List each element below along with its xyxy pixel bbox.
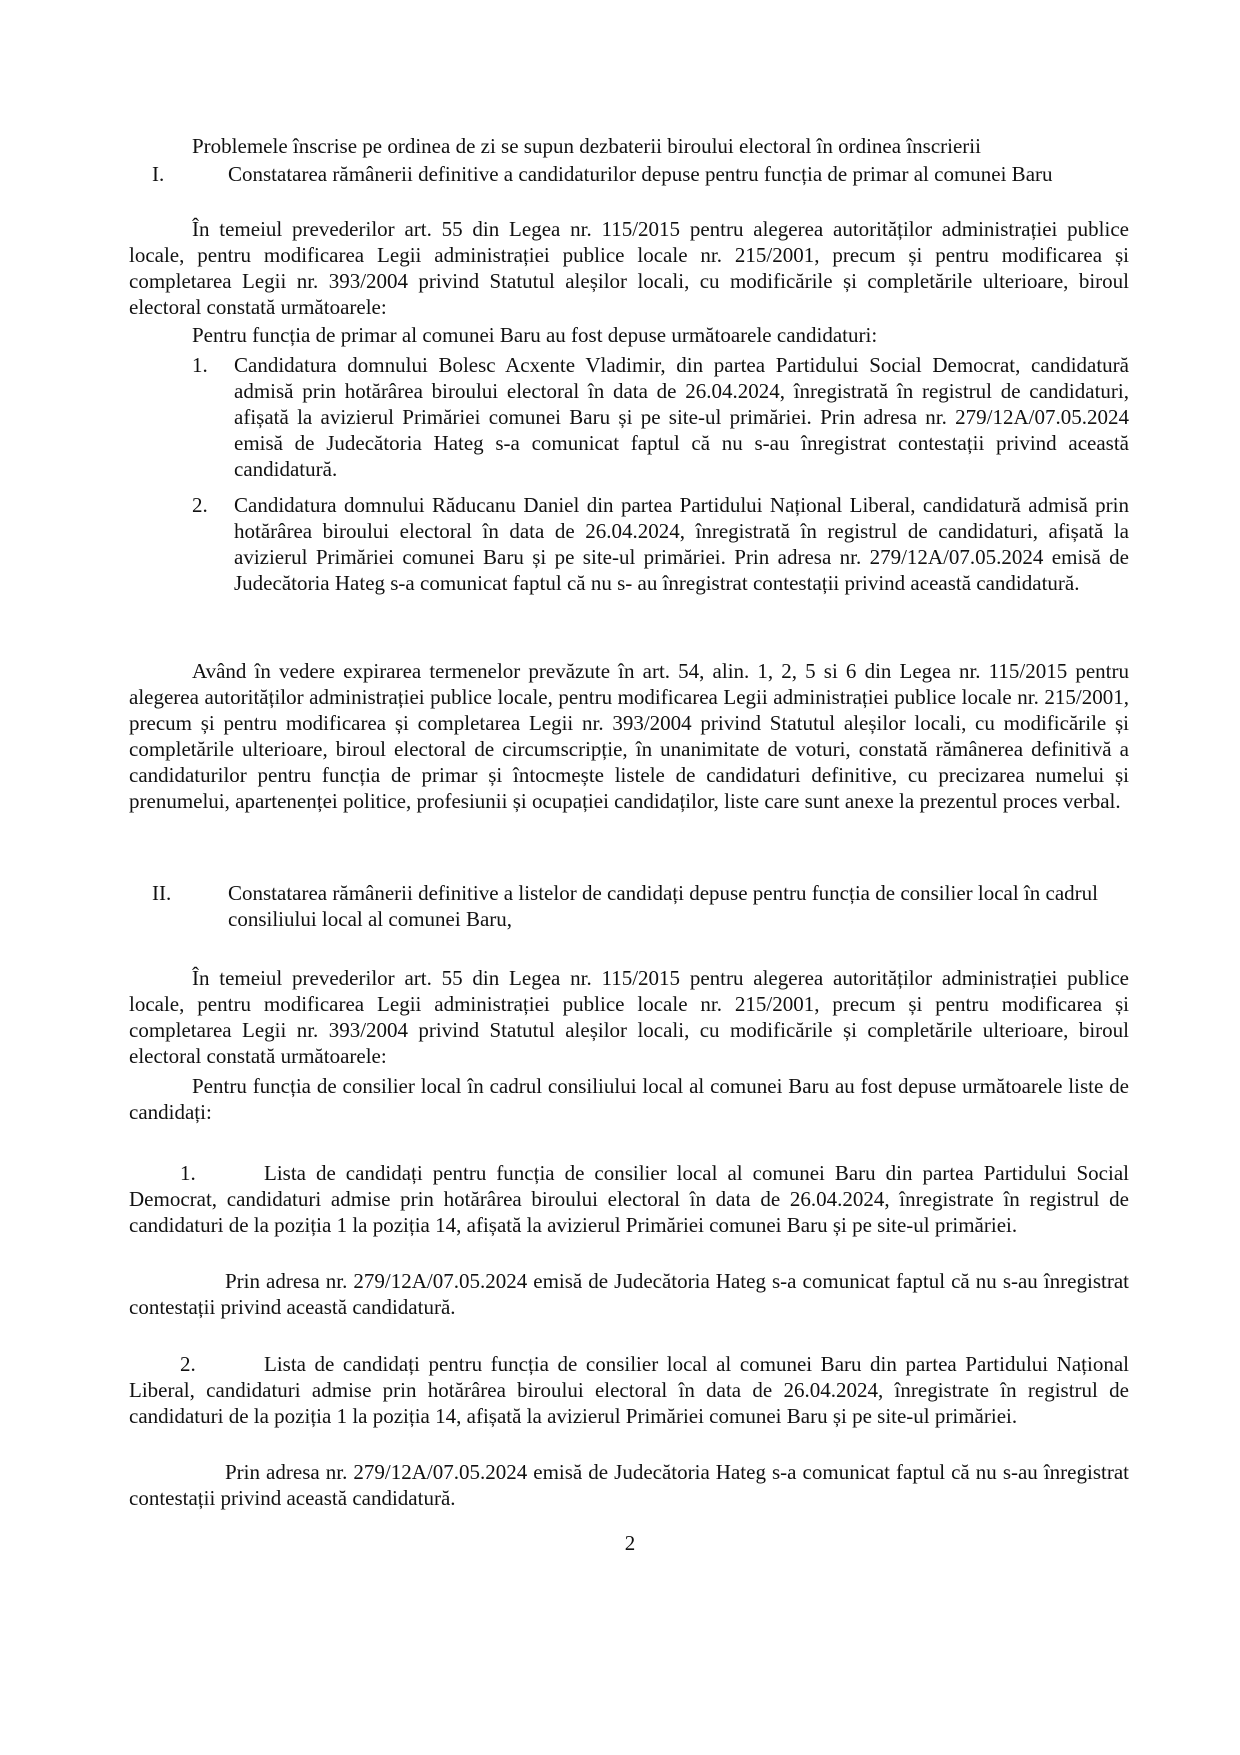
section-2-item-2-note: Prin adresa nr. 279/12A/07.05.2024 emisă de Judecătoria Hateg s-a comunicat faptul că nu s-au înregistrat contestații privind această candidatură. [129, 1460, 1129, 1510]
section-2-item-1-text: Lista de candidați pentru funcția de consilier local al comunei Baru din partea Partidului Social Democrat, candidaturi admise prin hotărârea biroului electoral în data de 26.04.2024, înregistrate în registrul de candidaturi de la poziția 1 la poziția 14, afișată la avizierul Primăriei comunei Baru și pe site-ul primăriei. [129, 1161, 1129, 1237]
section-2-item-1-note: Prin adresa nr. 279/12A/07.05.2024 emisă de Judecătoria Hateg s-a comunicat faptul că nu s-au înregistrat contestații privind această candidatură. [129, 1269, 1129, 1319]
section-2-item-2-number: 2. [180, 1352, 196, 1376]
section-2-marker: II. [152, 881, 172, 905]
section-1-legal-basis: În temeiul prevederilor art. 55 din Legea nr. 115/2015 pentru alegerea autorităților administrației publice locale, pentru modificarea Legii administrației publice locale nr. 215/2001, precum și pentru modificarea și completarea Legii nr. 393/2004 privind Statutul aleșilor locali, cu modificările și completările ulterioare, biroul electoral constată următoarele: [129, 217, 1129, 319]
section-1-marker: I. [152, 162, 165, 186]
section-1-lead: Pentru funcția de primar al comunei Baru au fost depuse următoarele candidaturi: [192, 323, 878, 347]
section-2-title: Constatarea rămânerii definitive a listelor de candidați depuse pentru funcția de consilier local în cadrul consiliului local al comunei Baru, [228, 881, 1098, 931]
section-1-item-2-text: Candidatura domnului Răducanu Daniel din partea Partidului Național Liberal, candidatură admisă prin hotărârea biroului electoral în data de 26.04.2024, înregistrată în registrul de candidaturi, afișată la avizierul Primăriei comunei Baru și pe site-ul primăriei. Prin adresa nr. 279/12A/07.05.2024 emisă de Judecătoria Hateg s-a comunicat faptul că nu s- au înregistrat contestații privind această candidatură. [234, 493, 1129, 595]
section-2-lead: Pentru funcția de consilier local în cadrul consiliului local al comunei Baru au fost depuse următoarele liste de candidați: [129, 1074, 1129, 1124]
section-1-item-1-text: Candidatura domnului Bolesc Acxente Vladimir, din partea Partidului Social Democrat, candidatură admisă prin hotărârea biroului electoral în data de 26.04.2024, înregistrată în registrul de candidaturi, afișată la avizierul Primăriei comunei Baru și pe site-ul primăriei. Prin adresa nr. 279/12A/07.05.2024 emisă de Judecătoria Hateg s-a comunicat faptul că nu s-au înregistrat contestații privind această candidatură. [234, 353, 1129, 481]
section-1-item-2-number: 2. [192, 493, 208, 517]
section-2-legal-basis: În temeiul prevederilor art. 55 din Legea nr. 115/2015 pentru alegerea autorităților administrației publice locale, pentru modificarea Legii administrației publice locale nr. 215/2001, precum și pentru modificarea și completarea Legii nr. 393/2004 privind Statutul aleșilor locali, cu modificările și completările ulterioare, biroul electoral constată următoarele: [129, 966, 1129, 1068]
section-2-item-1-number: 1. [180, 1161, 196, 1185]
section-1-conclusion: Având în vedere expirarea termenelor prevăzute în art. 54, alin. 1, 2, 5 si 6 din Legea nr. 115/2015 pentru alegerea autorităților administrației publice locale, pentru modificarea Legii administrației publice locale nr. 215/2001, precum și pentru modificarea și completarea Legii nr. 393/2004 privind Statutul aleșilor locali, cu modificările și completările ulterioare, biroul electoral de circumscripție, în unanimitate de voturi, constată rămânerea definitivă a candidaturilor pentru funcția de primar și întocmește listele de candidaturi definitive, cu precizarea numelui și prenumelui, apartenenței politice, profesiunii și ocupației candidaților, liste care sunt anexe la prezentul proces verbal. [129, 659, 1129, 813]
section-1-item-1-number: 1. [192, 353, 208, 377]
section-1-title: Constatarea rămânerii definitive a candidaturilor depuse pentru funcția de primar al comunei Baru [228, 162, 1053, 186]
agenda-intro: Problemele înscrise pe ordinea de zi se supun dezbaterii biroului electoral în ordinea înscrierii [192, 134, 981, 158]
page-number: 2 [624, 1531, 636, 1555]
section-2-item-2-text: Lista de candidați pentru funcția de consilier local al comunei Baru din partea Partidului Național Liberal, candidaturi admise prin hotărârea biroului electoral în data de 26.04.2024, înregistrate în registrul de candidaturi de la poziția 1 la poziția 14, afișată la avizierul Primăriei comunei Baru și pe site-ul primăriei. [129, 1352, 1129, 1428]
